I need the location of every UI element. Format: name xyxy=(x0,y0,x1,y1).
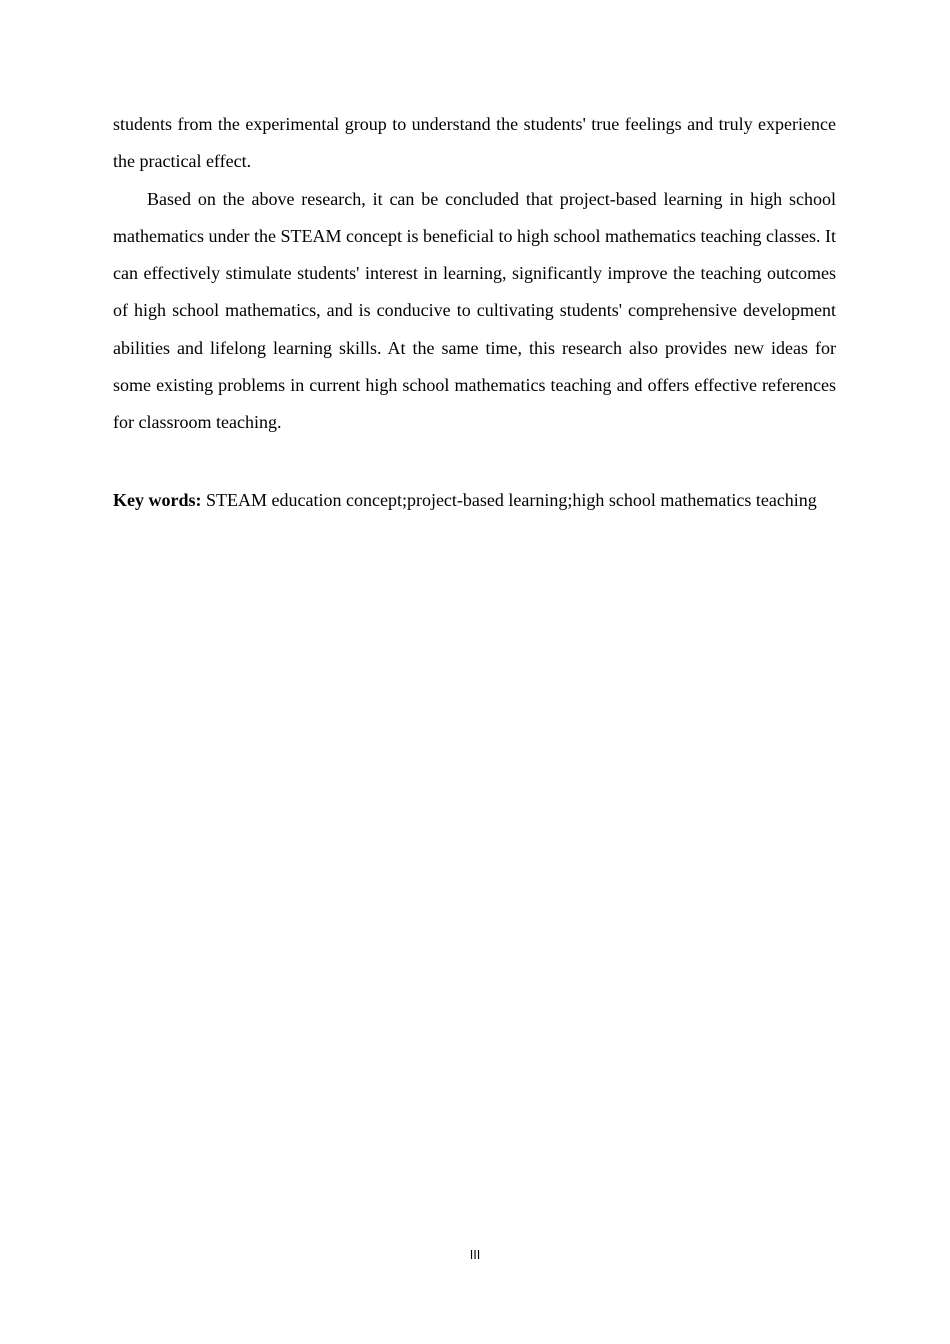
keywords-section xyxy=(113,483,836,517)
abstract-body xyxy=(113,106,836,442)
keywords-separator: : xyxy=(195,490,202,510)
page-number: III xyxy=(469,1248,481,1262)
paragraph-conclusion: Based on the above research, it can be concluded that project-based learning in high school mathematics under the STEAM concept is beneficial to high school mathematics teaching classes. It can effectively stimulate students' interest in learning, significantly improve the teaching outcomes of high school mathematics, and is conducive to cultivating students' comprehensive development abilities and lifelong learning skills. At the same time, this research also provides new ideas for some existing problems in current high school mathematics teaching and offers effective references for classroom teaching. xyxy=(113,188,836,433)
keywords-text: STEAM education concept;project-based learning;high school mathematics teaching xyxy=(206,490,817,510)
paragraph-continuation: students from the experimental group to understand the students' true feelings and truly experience the practical effect. xyxy=(113,114,836,172)
keywords-label: Key words xyxy=(113,490,196,510)
